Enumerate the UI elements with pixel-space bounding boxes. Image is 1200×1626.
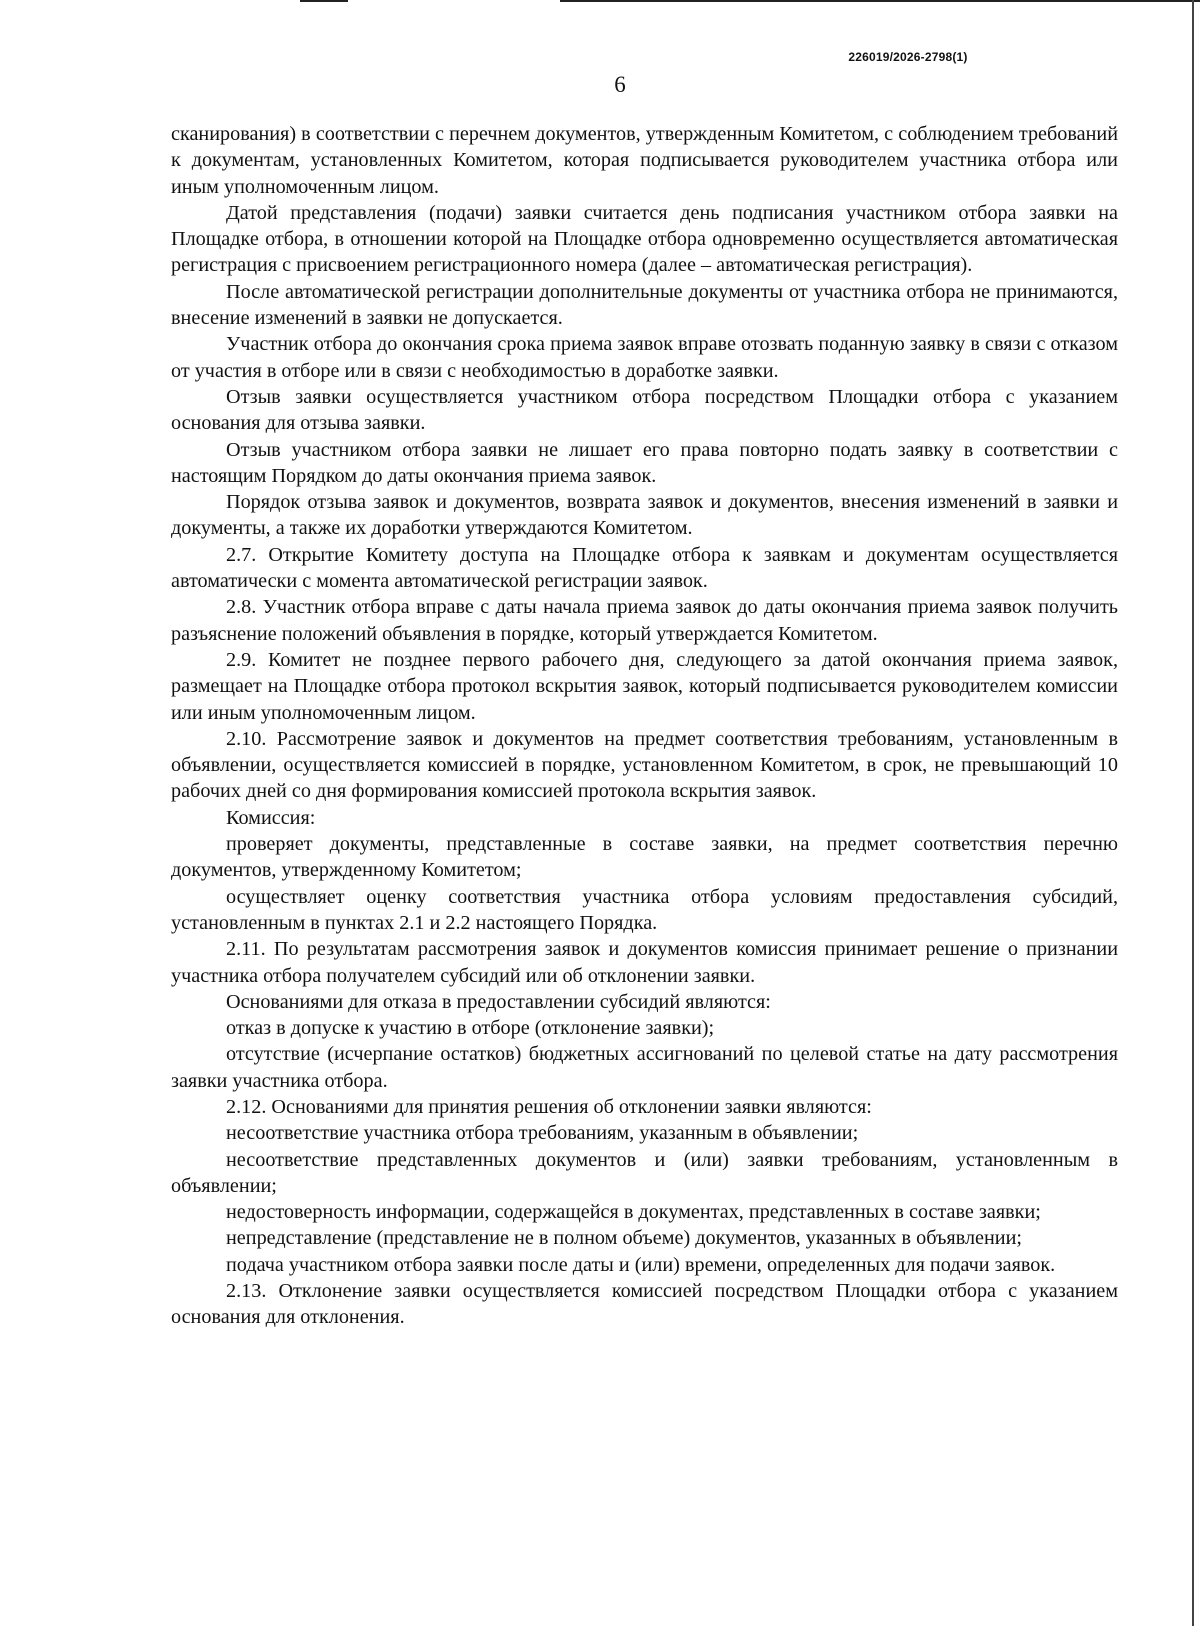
paragraph: Порядок отзыва заявок и документов, возврата заявок и документов, внесения изменений в заявки и документы, а также их доработки утверждаются Комитетом. bbox=[171, 491, 1118, 540]
paragraph: 2.10. Рассмотрение заявок и документов на предмет соответствия требованиям, установленным в объявлении, осуществляется комиссией в порядке, установленном Комитетом, в срок, не превышающий 10 рабочих дней со дня формирования комиссией протокола вскрытия заявок. bbox=[171, 727, 1118, 803]
paragraph: несоответствие участника отбора требованиям, указанным в объявлении; bbox=[226, 1122, 859, 1145]
scan-edge-line bbox=[560, 0, 1200, 2]
paragraph: отказ в допуске к участию в отборе (отклонение заявки); bbox=[226, 1017, 715, 1040]
paragraph: После автоматической регистрации дополнительные документы от участника отбора не принимаются, внесение изменений в заявки не допускается. bbox=[171, 280, 1118, 330]
paragraph: 2.9. Комитет не позднее первого рабочего дня, следующего за датой окончания приема заявок, размещает на Площадке отбора протокол вскрытия заявок, который подписывается руководителем комиссии или иным уполномоченным лицом. bbox=[171, 648, 1118, 724]
paragraph: недостоверность информации, содержащейся в документах, представленных в составе заявки; bbox=[226, 1201, 1041, 1224]
paragraph: Основаниями для отказа в предоставлении субсидий являются: bbox=[226, 990, 771, 1013]
paragraph: сканирования) в соответствии с перечнем документов, утвержденным Комитетом, с соблюдением требований к документам, установленных Комитетом, которая подписывается руководителем участника отбора или иным уполномоченным лицом. bbox=[171, 123, 1118, 198]
paragraph: проверяет документы, представленные в составе заявки, на предмет соответствия перечню документов, утвержденному Комитетом; bbox=[171, 833, 1118, 882]
document-code: 226019/2026-2798(1) bbox=[848, 50, 968, 64]
scan-edge-line bbox=[1192, 0, 1194, 1626]
document-body bbox=[171, 121, 1118, 1331]
paragraph: Комиссия: bbox=[226, 806, 316, 829]
paragraph: 2.8. Участник отбора вправе с даты начала приема заявок до даты окончания приема заявок получить разъяснение положений объявления в порядке, который утверждается Комитетом. bbox=[171, 596, 1118, 645]
paragraph: отсутствие (исчерпание остатков) бюджетных ассигнований по целевой статье на дату рассмотрения заявки участника отбора. bbox=[171, 1043, 1118, 1092]
paragraph: Отзыв заявки осуществляется участником отбора посредством Площадки отбора с указанием основания для отзыва заявки. bbox=[171, 385, 1118, 435]
paragraph: Участник отбора до окончания срока приема заявок вправе отозвать поданную заявку в связи с отказом от участия в отборе или в связи с необходимостью в доработке заявки. bbox=[171, 333, 1118, 382]
paragraph: 2.13. Отклонение заявки осуществляется комиссией посредством Площадки отбора с указанием основания для отклонения. bbox=[171, 1280, 1118, 1329]
paragraph: 2.7. Открытие Комитету доступа на Площадке отбора к заявкам и документам осуществляется автоматически с момента автоматической регистрации заявок. bbox=[171, 543, 1118, 593]
scan-edge-line bbox=[300, 0, 348, 2]
paragraph: осуществляет оценку соответствия участника отбора условиям предоставления субсидий, установленным в пунктах 2.1 и 2.2 настоящего Порядка. bbox=[171, 885, 1118, 934]
paragraph: 2.12. Основаниями для принятия решения об отклонении заявки являются: bbox=[226, 1095, 872, 1118]
paragraph: Датой представления (подачи) заявки считается день подписания участником отбора заявки на Площадке отбора, в отношении которой на Площадке отбора одновременно осуществляется автоматическая регистрация с присвоением регистрационного номера (далее – автоматическая регистрация). bbox=[171, 201, 1118, 277]
paragraph: Отзыв участником отбора заявки не лишает его права повторно подать заявку в соответствии с настоящим Порядком до даты окончания приема заявок. bbox=[171, 438, 1118, 487]
paragraph: несоответствие представленных документов и (или) заявки требованиям, установленным в объявлении; bbox=[171, 1148, 1118, 1197]
paragraph: подача участником отбора заявки после даты и (или) времени, определенных для подачи заявок. bbox=[226, 1253, 1056, 1276]
paragraph: непредставление (представление не в полном объеме) документов, указанных в объявлении; bbox=[226, 1227, 1023, 1250]
paragraph: 2.11. По результатам рассмотрения заявок и документов комиссия принимает решение о признании участника отбора получателем субсидий или об отклонении заявки. bbox=[171, 938, 1118, 987]
page-number: 6 bbox=[614, 72, 626, 97]
